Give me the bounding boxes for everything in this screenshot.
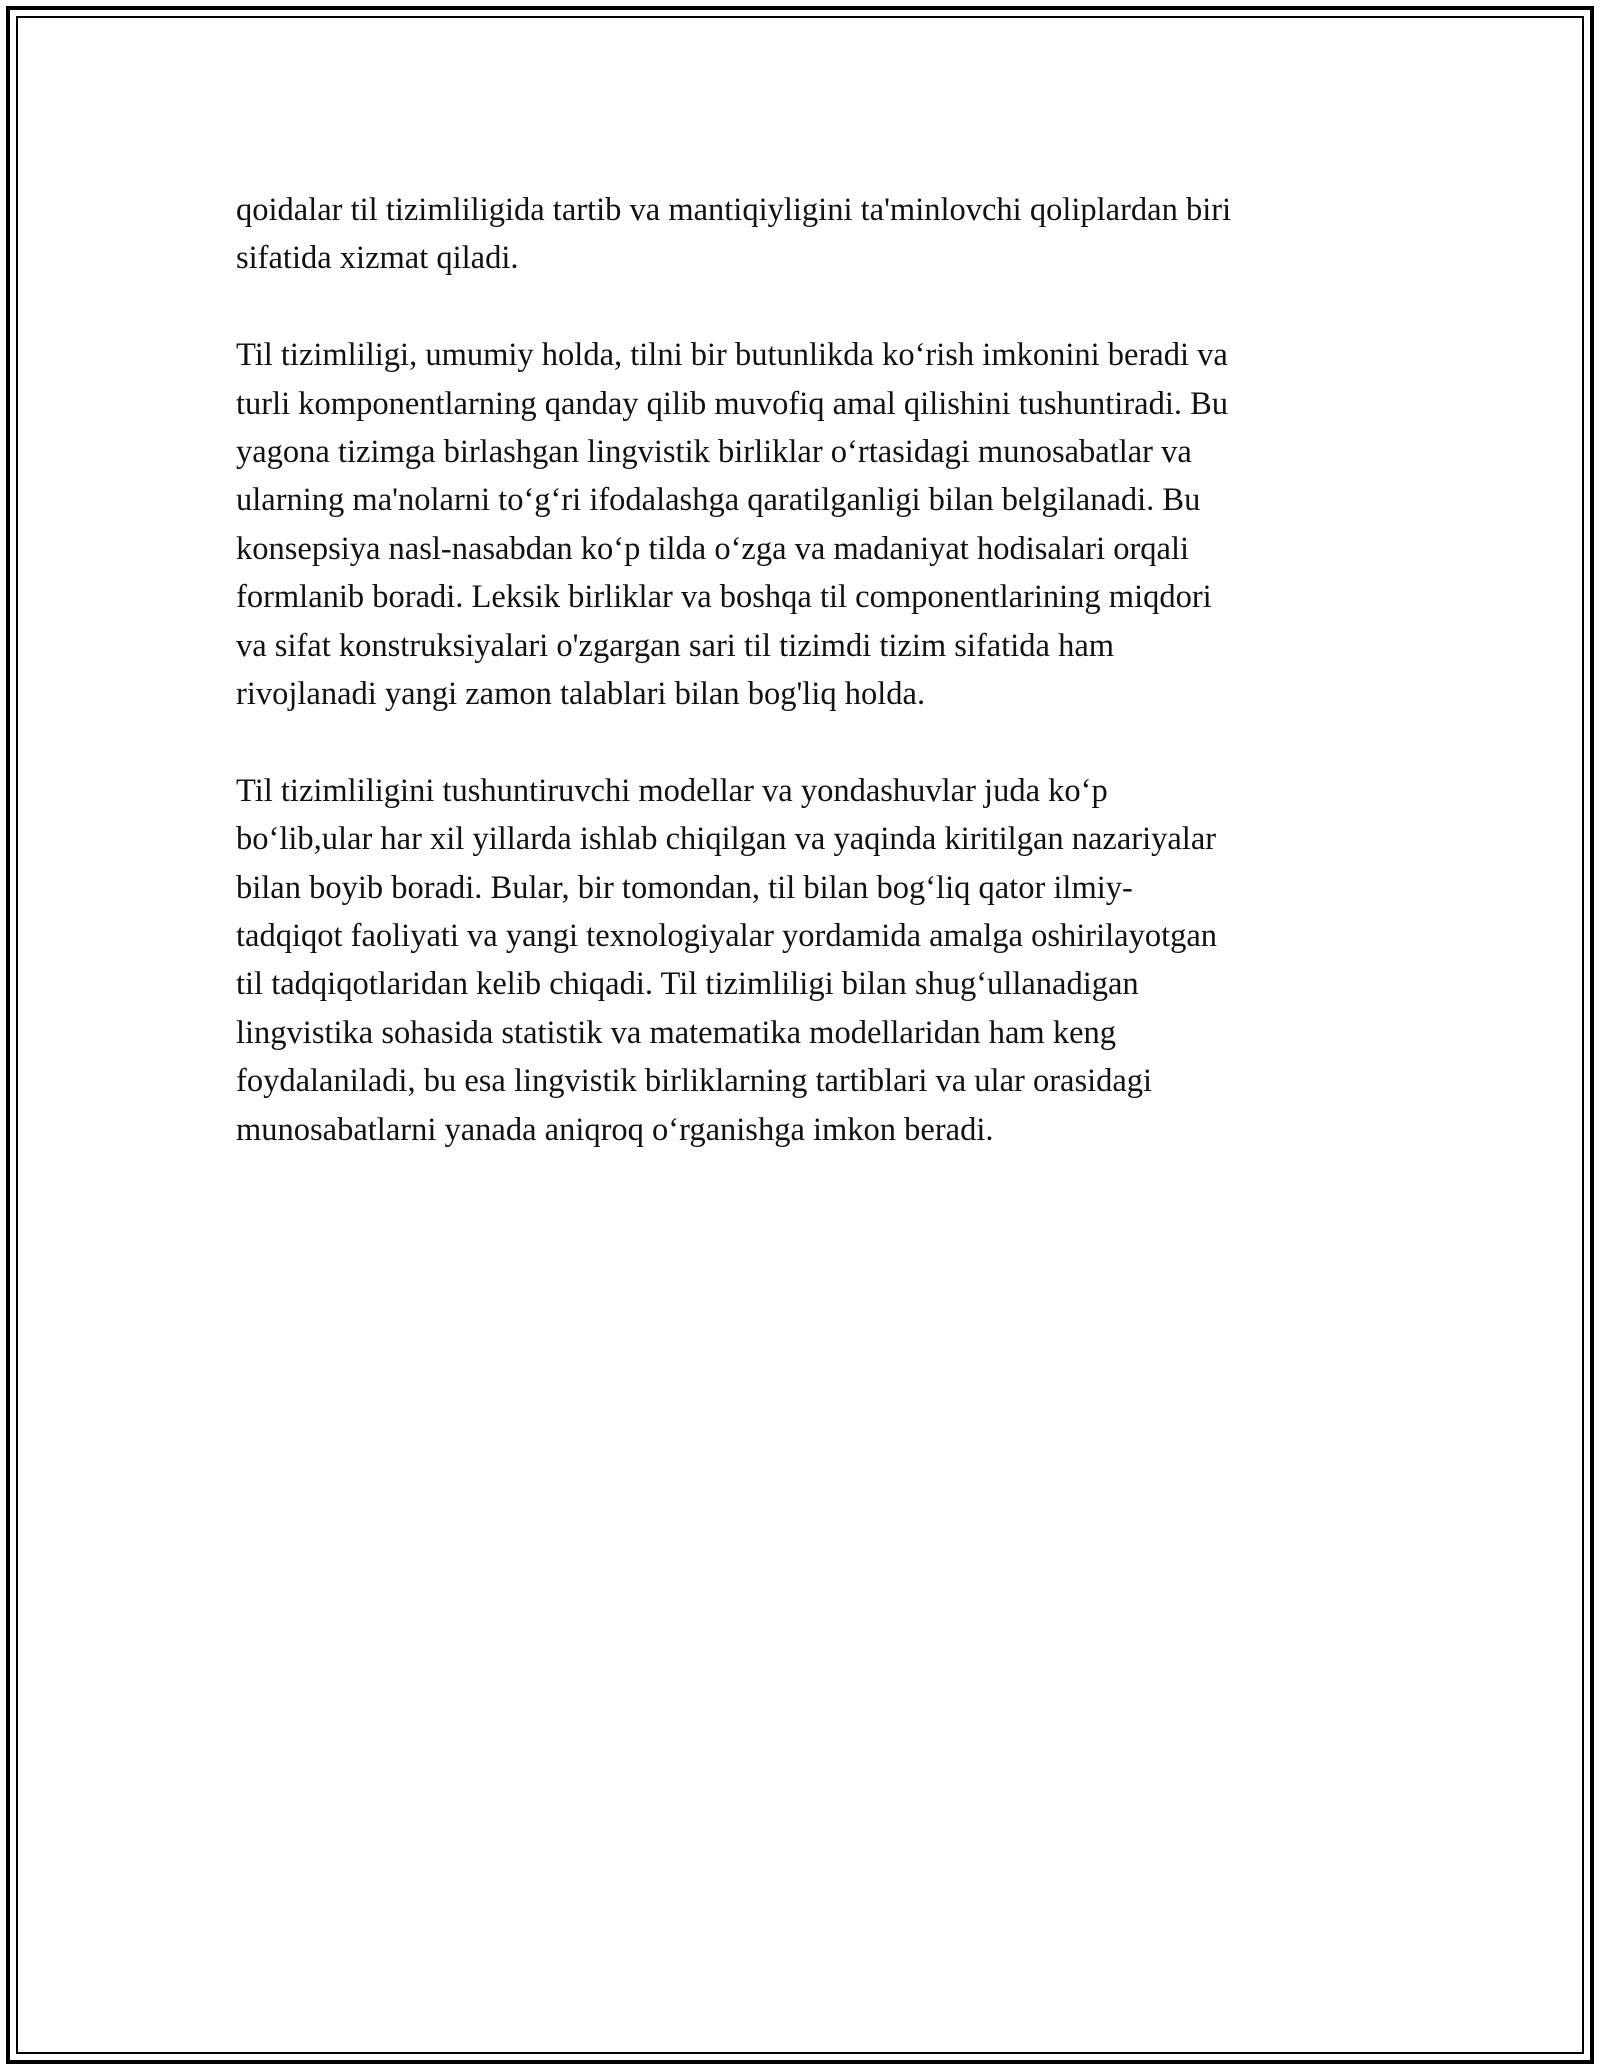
text-line: yagona tizimga birlashgan lingvistik birliklar o‘rtasidagi munosabatlar va xyxy=(236,434,1192,471)
text-line: ularning ma'nolarni to‘g‘ri ifodalashga qaratilganligi bilan belgilanadi. Bu xyxy=(236,482,1201,519)
text-line: turli komponentlarning qanday qilib muvofiq amal qilishini tushuntiradi. Bu xyxy=(236,385,1229,422)
text-line: Til tizimliligi, umumiy holda, tilni bir butunlikda ko‘rish imkonini beradi va xyxy=(236,337,1228,374)
document-body xyxy=(236,186,1364,1202)
text-line: konsepsiya nasl-nasabdan ko‘p tilda o‘zga va madaniyat hodisalari orqali xyxy=(236,530,1190,567)
text-line: bilan boyib boradi. Bular, bir tomondan, til bilan bog‘liq qator ilmiy- xyxy=(236,869,1133,906)
text-line: bo‘lib,ular har xil yillarda ishlab chiqilgan va yaqinda kiritilgan nazariyalar xyxy=(236,821,1217,858)
text-line: tadqiqot faoliyati va yangi texnologiyalar yordamida amalga oshirilayotgan xyxy=(236,918,1218,955)
text-line: foydalaniladi, bu esa lingvistik birliklarning tartiblari va ular orasidagi xyxy=(236,1063,1153,1100)
paragraph-2 xyxy=(236,331,1364,718)
text-line: til tadqiqotlaridan kelib chiqadi. Til tizimliligi bilan shug‘ullanadigan xyxy=(236,966,1139,1003)
text-line: sifatida xizmat qiladi. xyxy=(236,240,519,277)
paragraph-1 xyxy=(236,186,1364,283)
text-line: lingvistika sohasida statistik va matematika modellaridan ham keng xyxy=(236,1014,1117,1051)
text-line: qoidalar til tizimliligida tartib va mantiqiyligini ta'minlovchi qoliplardan biri xyxy=(236,192,1232,228)
text-line: munosabatlarni yanada aniqroq o‘rganishga imkon beradi. xyxy=(236,1111,994,1148)
text-line: formlanib boradi. Leksik birliklar va boshqa til componentlarining miqdori xyxy=(236,579,1212,616)
text-line: va sifat konstruksiyalari o'zgargan sari til tizimdi tizim sifatida ham xyxy=(236,627,1115,664)
paragraph-3 xyxy=(236,767,1364,1154)
text-line: Til tizimliligini tushuntiruvchi modellar va yondashuvlar juda ko‘p xyxy=(236,772,1108,809)
text-line: rivojlanadi yangi zamon talablari bilan bog'liq holda. xyxy=(236,676,926,713)
